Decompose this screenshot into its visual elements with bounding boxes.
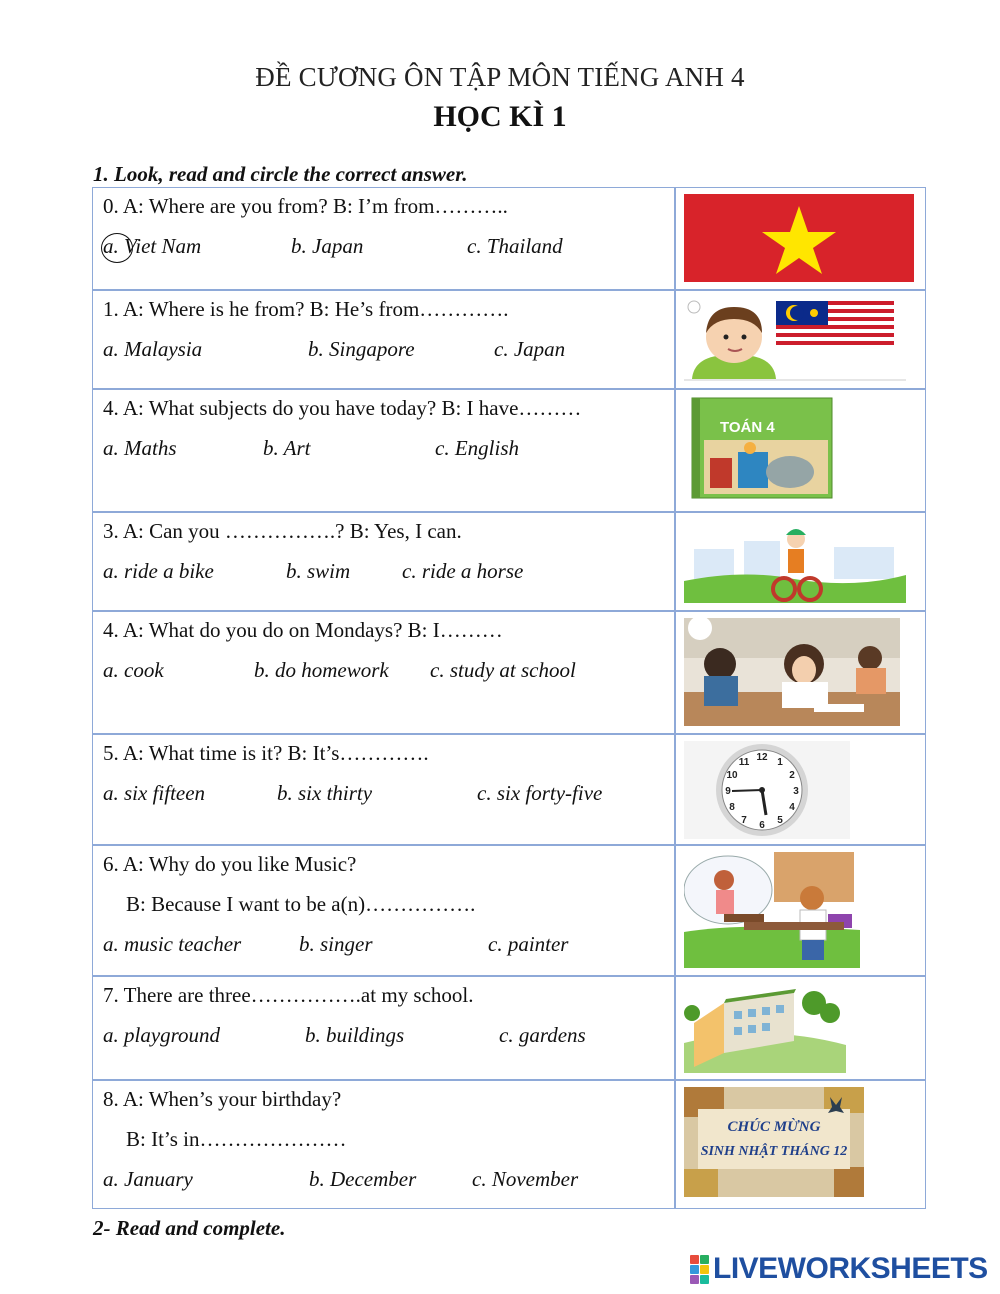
answer-options	[103, 1161, 674, 1201]
clock-numeral: 4	[789, 802, 796, 813]
question-row	[92, 845, 926, 976]
card-month: SINH NHẬT THÁNG 12	[700, 1144, 848, 1159]
question-text-cell	[92, 734, 675, 845]
option-b[interactable]: b. swim	[286, 559, 351, 583]
maths-book-icon	[690, 396, 840, 500]
option-b[interactable]: b. six thirty	[277, 781, 373, 805]
image-cell	[675, 290, 926, 389]
question-text-cell	[92, 389, 675, 512]
question-text: 8. A: When’s your birthday?	[103, 1087, 342, 1111]
option-b[interactable]: b. buildings	[305, 1023, 405, 1047]
answer-options	[103, 430, 674, 470]
answer-options	[103, 652, 674, 692]
question-text: 6. A: Why do you like Music?	[103, 852, 357, 876]
option-a[interactable]: a. Maths	[103, 436, 177, 460]
question-text: 0. A: Where are you from? B: I’m from………..	[103, 194, 508, 218]
image-cell	[675, 389, 926, 512]
birthday-card-icon	[684, 1087, 866, 1199]
option-a[interactable]: a. playground	[103, 1023, 221, 1047]
clock-numeral: 5	[777, 815, 784, 826]
clock-numeral: 8	[729, 802, 736, 813]
option-b[interactable]: b. December	[309, 1167, 417, 1191]
page-title: ĐỀ CƯƠNG ÔN TẬP MÔN TIẾNG ANH 4	[255, 62, 745, 92]
option-a[interactable]: a. music teacher	[103, 932, 242, 956]
clock-numeral: 10	[726, 770, 738, 781]
option-c[interactable]: c. six forty-five	[477, 781, 603, 805]
option-c[interactable]: c. November	[472, 1167, 579, 1191]
section-2-heading: 2- Read and complete.	[93, 1216, 286, 1240]
option-a[interactable]: a. January	[103, 1167, 193, 1191]
image-cell	[675, 512, 926, 611]
answer-options	[103, 926, 674, 966]
image-cell	[675, 1080, 926, 1209]
option-c[interactable]: c. gardens	[499, 1023, 586, 1047]
option-c[interactable]: c. study at school	[430, 658, 576, 682]
children-studying-icon	[684, 618, 900, 726]
question-row	[92, 389, 926, 512]
question-text-cell	[92, 512, 675, 611]
page-subtitle: HỌC KÌ 1	[433, 100, 567, 133]
option-b[interactable]: b. do homework	[254, 658, 389, 682]
image-cell	[675, 976, 926, 1080]
clock-numeral: 9	[725, 786, 732, 797]
liveworksheets-logo	[690, 1252, 988, 1286]
girl-dreaming-music-icon	[684, 852, 860, 968]
option-c[interactable]: c. Thailand	[467, 234, 563, 258]
question-text: 5. A: What time is it? B: It’s………….	[103, 741, 429, 765]
option-a[interactable]: a. six fifteen	[103, 781, 206, 805]
clock-numeral: 2	[789, 770, 796, 781]
answer-options	[103, 553, 674, 593]
logo-blocks-icon	[690, 1255, 709, 1284]
option-c[interactable]: c. ride a horse	[402, 559, 524, 583]
question-text-b: B: Because I want to be a(n)…………….	[126, 892, 476, 916]
question-table	[92, 187, 926, 1209]
question-row	[92, 611, 926, 734]
section-1-heading: 1. Look, read and circle the correct answer.	[93, 162, 468, 186]
option-c[interactable]: c. Japan	[494, 337, 566, 361]
option-a[interactable]: a. ride a bike	[103, 559, 214, 583]
question-text-b: B: It’s in…………………	[126, 1127, 347, 1151]
answer-options	[103, 331, 674, 371]
question-text: 1. A: Where is he from? B: He’s from………….	[103, 297, 509, 321]
image-cell	[675, 187, 926, 290]
question-text-cell	[92, 845, 675, 976]
option-b[interactable]: b. singer	[299, 932, 373, 956]
question-row	[92, 290, 926, 389]
logo-text: LIVEWORKSHEETS	[713, 1252, 988, 1285]
question-text-cell	[92, 290, 675, 389]
question-text-cell	[92, 1080, 675, 1209]
image-cell	[675, 734, 926, 845]
question-row	[92, 187, 926, 290]
option-a[interactable]: a. Viet Nam	[103, 234, 202, 258]
clock-numeral: 7	[741, 815, 748, 826]
answer-options	[103, 228, 674, 268]
option-a[interactable]: a. Malaysia	[103, 337, 203, 361]
question-row	[92, 734, 926, 845]
option-c[interactable]: c. painter	[488, 932, 569, 956]
question-text: 4. A: What subjects do you have today? B: I have………	[103, 396, 582, 420]
clock-icon	[684, 741, 854, 839]
clock-numeral: 6	[759, 820, 766, 831]
image-cell	[675, 845, 926, 976]
question-row	[92, 512, 926, 611]
boy-malaysia-flag-icon	[684, 297, 916, 383]
question-text-cell	[92, 187, 675, 290]
option-c[interactable]: c. English	[435, 436, 519, 460]
image-cell	[675, 611, 926, 734]
question-text: 7. There are three…………….at my school.	[103, 983, 474, 1007]
question-text: 3. A: Can you …………….? B: Yes, I can.	[103, 519, 462, 543]
clock-numeral: 11	[738, 757, 750, 768]
option-b[interactable]: b. Japan	[291, 234, 364, 258]
question-row	[92, 1080, 926, 1209]
question-text-cell	[92, 611, 675, 734]
book-title: TOÁN 4	[720, 419, 776, 436]
child-riding-bike-icon	[684, 519, 906, 603]
option-b[interactable]: b. Singapore	[308, 337, 415, 361]
option-b[interactable]: b. Art	[263, 436, 311, 460]
clock-numeral: 12	[756, 752, 768, 763]
school-buildings-icon	[684, 983, 846, 1073]
question-text: 4. A: What do you do on Mondays? B: I………	[103, 618, 503, 642]
clock-numeral: 3	[793, 786, 800, 797]
answer-options	[103, 775, 674, 815]
option-a[interactable]: a. cook	[103, 658, 164, 682]
vietnam-flag-icon	[684, 194, 916, 284]
clock-numeral: 1	[777, 757, 784, 768]
question-row	[92, 976, 926, 1080]
card-greeting: CHÚC MỪNG	[727, 1119, 821, 1135]
answer-options	[103, 1017, 674, 1057]
question-text-cell	[92, 976, 675, 1080]
